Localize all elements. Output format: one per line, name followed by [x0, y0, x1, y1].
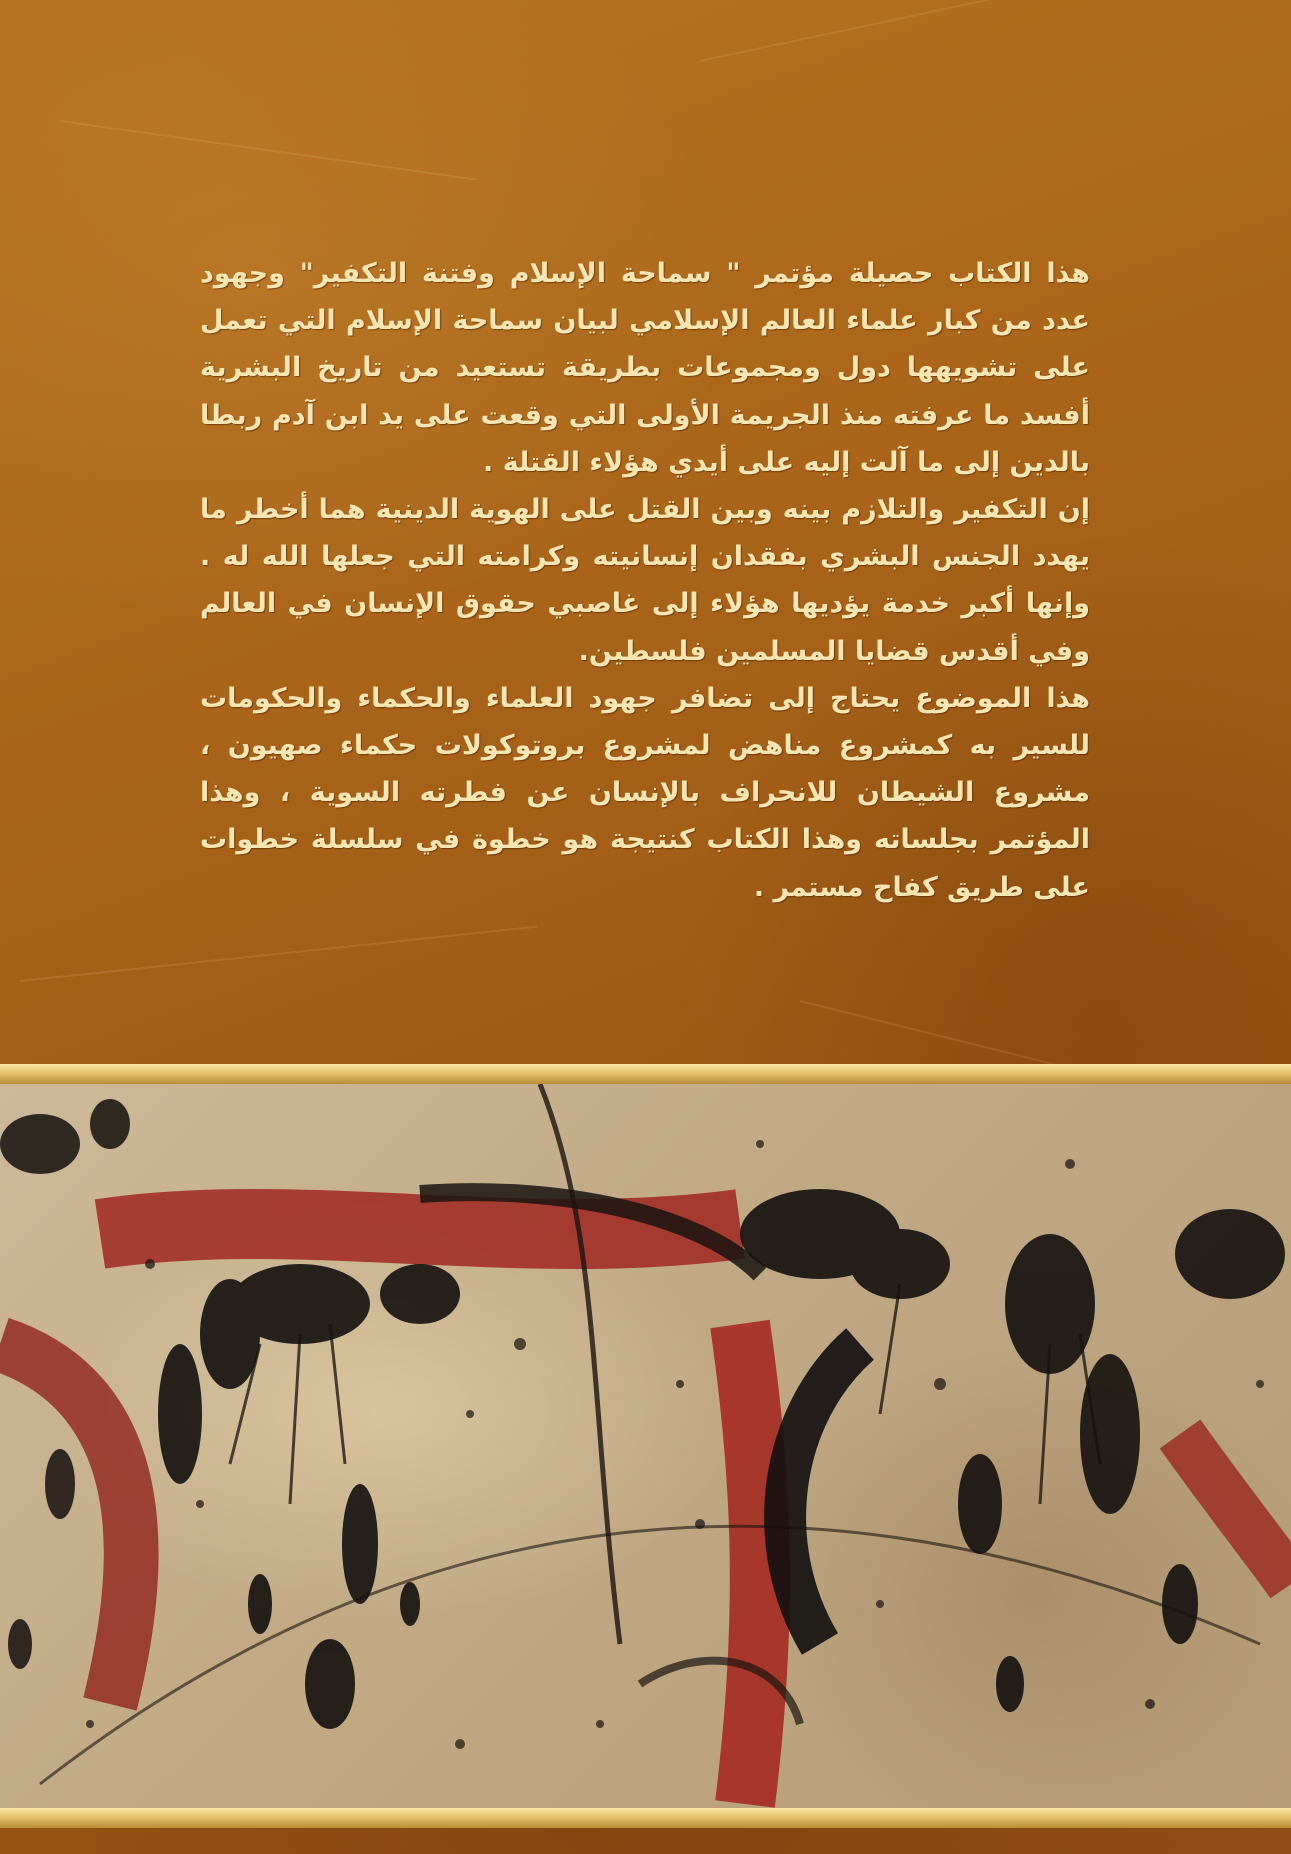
- paper-texture-streak: [20, 926, 537, 982]
- blurb-paragraph-3: هذا الموضوع يحتاج إلى تضافر جهود العلماء والحكماء والحكومات للسير به كمشروع مناهض لمشروع بروتوكولات حكماء صهيون ، مشروع الشيطان للانحراف بالإنسان عن فطرته السوية ، وهذا المؤتمر بجلساته وهذا الكتاب كنتيجة هو خطوة في سلسلة خطوات على طريق كفاح مستمر .: [200, 682, 1090, 903]
- red-brush-stroke: [740, 1324, 760, 1804]
- gold-border-top: [0, 1064, 1291, 1084]
- abstract-artwork: [0, 1084, 1291, 1808]
- ink-splatter-art: [0, 1084, 1291, 1808]
- ink-crescent: [785, 1344, 860, 1644]
- paper-texture-streak: [60, 120, 476, 180]
- ink-splatter-cluster: [158, 1264, 460, 1729]
- red-brush-stroke: [1180, 1434, 1291, 1584]
- blurb-paragraph-1: هذا الكتاب حصيلة مؤتمر " سماحة الإسلام وفتنة التكفير" وجهود عدد من كبار علماء العالم الإسلامي لبيان سماحة الإسلام التي تعمل على تشويهها دول ومجموعات بطريقة تستعيد من تاريخ البشرية أفسد ما عرفته منذ الجريمة الأولى التي وقعت على يد ابن آدم ربطا بالدين إلى ما آلت إليه على أيدي هؤلاء القتلة .: [200, 258, 1090, 478]
- ink-line: [540, 1084, 620, 1644]
- blurb-paragraph-2: إن التكفير والتلازم بينه وبين القتل على الهوية الدينية هما أخطر ما يهدد الجنس البشري بفقدان إنسانيته وكرامته التي جعلها الله له . وإنها أكبر خدمة يؤديها هؤلاء إلى غاصبي حقوق الإنسان في العالم وفي أقدس قضايا المسلمين فلسطين.: [200, 494, 1090, 667]
- ink-arc: [40, 1526, 1260, 1784]
- red-brush-stroke: [100, 1224, 740, 1234]
- paper-texture-streak: [700, 0, 1072, 62]
- gold-border-bottom: [0, 1808, 1291, 1828]
- back-cover-blurb: [200, 250, 1090, 911]
